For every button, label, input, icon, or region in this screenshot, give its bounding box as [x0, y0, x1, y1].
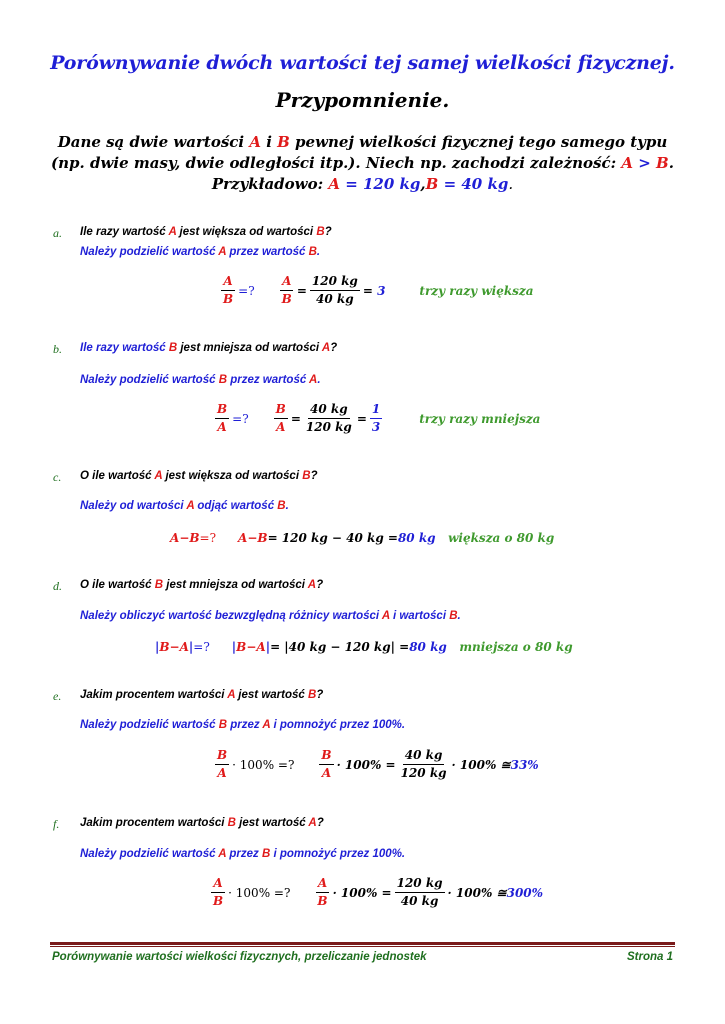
formula: $\frac{A}{B}$ =? $\frac{A}{B}$ = $\frac{120 kg}{40 kg}$ = 3 trzy razy większa: [223, 274, 534, 306]
item-letter: c.: [53, 470, 62, 484]
comment: trzy razy mniejsza: [419, 411, 541, 426]
item-letter: a.: [53, 226, 62, 240]
formula: A − B =? A − B = 120 kg − 40 kg = 80 kg większa o 80 kg: [170, 531, 555, 545]
fraction: $\frac{B}{A}$: [321, 748, 332, 780]
formula: $\frac{B}{A}$ · 100% =? $\frac{B}{A}$ · 100% = $\frac{40 kg}{120 kg}$ · 100% ≅ 33%: [217, 748, 539, 780]
page-title: Porównywanie dwóch wartości tej samej wielkości fizycznej.: [50, 52, 675, 74]
question-text: Ile razy wartość B jest mniejsza od wartości A?: [80, 342, 338, 354]
comment: trzy razy większa: [419, 283, 534, 298]
intro-line-2: (np. dwie masy, dwie odległości itp.). Niech np. zachodzi zależność: A > B.: [51, 154, 674, 172]
fraction: $\frac{A}{B}$: [223, 274, 234, 306]
item-letter: e.: [53, 689, 62, 703]
fraction: $\frac{A}{B}$: [213, 876, 224, 908]
fraction: $\frac{B}{A}$: [275, 402, 286, 434]
footer-rule-thin: [50, 946, 675, 947]
question-text: Jakim procentem wartości B jest wartość A?: [80, 817, 324, 829]
formula: $\frac{B}{A}$ =? $\frac{B}{A}$ = $\frac{40 kg}{120 kg}$ = $\frac{1}{3}$ trzy razy mniejsza: [217, 402, 541, 434]
fraction: $\frac{A}{B}$: [281, 274, 292, 306]
instruction-text: Należy podzielić wartość A przez B i pomnożyć przez 100%.: [80, 848, 406, 860]
result-value: $\frac{1}{3}$: [371, 402, 381, 434]
result-value: 300%: [506, 885, 544, 900]
result-value: 3: [377, 283, 386, 298]
fraction: $\frac{40 kg}{120 kg}$: [400, 748, 447, 780]
item-letter: f.: [53, 817, 60, 831]
comment: większa o 80 kg: [448, 531, 555, 545]
intro-paragraph: [0, 132, 725, 195]
question-text: O ile wartość A jest większa od wartości B?: [80, 470, 318, 482]
instruction-text: Należy podzielić wartość B przez wartość A.: [80, 374, 321, 386]
fraction: $\frac{40 kg}{120 kg}$: [305, 402, 352, 434]
instruction-text: Należy podzielić wartość A przez wartość B.: [80, 246, 321, 258]
question-text: O ile wartość B jest mniejsza od wartości A?: [80, 579, 324, 591]
result-value: 80 kg: [409, 640, 447, 654]
footer-rule: [50, 942, 675, 945]
formula: | B − A | =? | B − A | = |40 kg − 120 kg| = 80 kg mniejsza o 80 kg: [155, 640, 573, 654]
page-number: Strona 1: [626, 951, 673, 963]
intro-line-1: Dane są dwie wartości A i B pewnej wielkości fizycznej tego samego typu: [57, 133, 668, 151]
formula: $\frac{A}{B}$ · 100% =? $\frac{A}{B}$ · 100% = $\frac{120 kg}{40 kg}$ · 100% ≅ 300%: [213, 876, 544, 908]
instruction-text: Należy obliczyć wartość bezwzględną różnicy wartości A i wartości B.: [80, 610, 461, 622]
fraction: $\frac{120 kg}{40 kg}$: [311, 274, 358, 306]
item-letter: b.: [53, 342, 62, 356]
fraction: $\frac{A}{B}$: [317, 876, 328, 908]
instruction-text: Należy od wartości A odjąć wartość B.: [80, 500, 289, 512]
footer-text: Porównywanie wartości wielkości fizycznych, przeliczanie jednostek: [52, 951, 427, 963]
page-subtitle: Przypomnienie.: [275, 88, 450, 112]
result-value: 80 kg: [397, 531, 436, 545]
result-value: 33%: [510, 757, 539, 772]
instruction-text: Należy podzielić wartość B przez A i pomnożyć przez 100%.: [80, 719, 406, 731]
question-text: Ile razy wartość A jest większa od wartości B?: [80, 226, 332, 238]
fraction: $\frac{B}{A}$: [217, 748, 228, 780]
fraction: $\frac{B}{A}$: [217, 402, 228, 434]
intro-line-3: Przykładowo: A = 120 kg,B = 40 kg.: [211, 175, 514, 193]
question-text: Jakim procentem wartości A jest wartość B?: [80, 689, 324, 701]
fraction: $\frac{120 kg}{40 kg}$: [396, 876, 443, 908]
comment: mniejsza o 80 kg: [459, 640, 573, 654]
item-letter: d.: [53, 579, 62, 593]
